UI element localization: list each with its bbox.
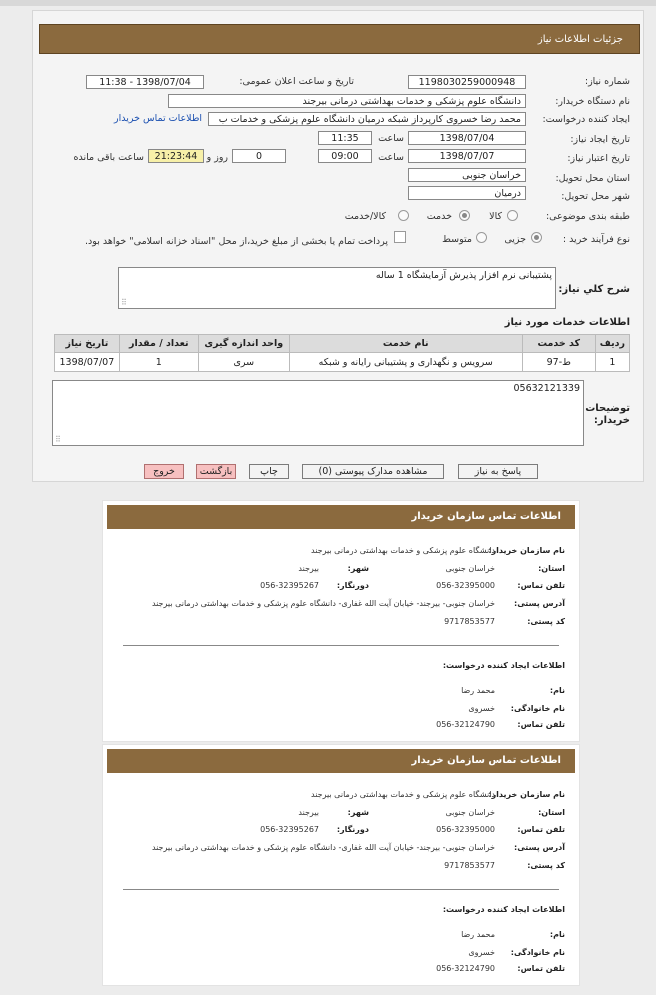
category-radio-both[interactable]: [398, 210, 409, 221]
cell-quantity: 1: [119, 353, 198, 372]
address-label: آدرس پستی:: [514, 843, 565, 852]
services-title: اطلاعات خدمات مورد نیاز: [504, 317, 630, 328]
province-value: خراسان جنوبی: [445, 808, 495, 817]
validity-date-field[interactable]: 1398/07/07: [408, 149, 526, 163]
cell-service-name: سرویس و نگهداری و پشتیبانی رایانه و شبکه: [289, 353, 522, 372]
creator-name-label: نام:: [549, 930, 565, 939]
org-label: نام سازمان خریدار:: [488, 546, 565, 555]
exit-button[interactable]: خروج: [144, 464, 184, 479]
city-field[interactable]: درمیان: [408, 186, 526, 200]
buyer-notes-box[interactable]: [52, 380, 584, 446]
creator-phone-value: 056-32124790: [436, 964, 495, 973]
back-button[interactable]: بازگشت: [196, 464, 236, 479]
creator-info-title: اطلاعات ایجاد کننده درخواست:: [442, 905, 565, 914]
fax-label: دورنگار:: [336, 581, 369, 590]
creator-phone-label: تلفن تماس:: [517, 720, 565, 729]
city-value: بیرجند: [298, 564, 319, 573]
col-header-quantity: تعداد / مقدار: [119, 335, 198, 353]
table-header-row: [55, 335, 630, 353]
org-label: نام سازمان خریدار:: [488, 790, 565, 799]
description-label: شرح کلي نياز:: [558, 284, 630, 295]
fax-value: 056-32395267: [260, 581, 319, 590]
phone-label: تلفن تماس:: [517, 581, 565, 590]
created-time-label: ساعت: [378, 133, 404, 144]
treasury-checkbox[interactable]: [394, 231, 406, 243]
province-label: استان محل تحویل:: [555, 173, 630, 184]
need-number-field[interactable]: 1198030259000948: [408, 75, 526, 89]
category-radio-goods[interactable]: [507, 210, 518, 221]
contact-card: [102, 500, 580, 742]
province-field[interactable]: خراسان جنوبی: [408, 168, 526, 182]
org-value: دانشگاه علوم پزشکی و خدمات بهداشتی درمانی بیرجند: [311, 790, 495, 799]
announce-datetime-field[interactable]: 1398/07/04 - 11:38: [86, 75, 204, 89]
need-number-label: شماره نیاز:: [584, 76, 630, 87]
process-option-medium: متوسط: [442, 234, 472, 245]
divider: [123, 645, 559, 646]
address-value: خراسان جنوبی- بیرجند- خیابان آیت الله غفاری- دانشگاه علوم پزشکی و خدمات بهداشتی درمانی بیرجند: [151, 599, 495, 608]
created-date-field[interactable]: 1398/07/04: [408, 131, 526, 145]
validity-time-field[interactable]: 09:00: [318, 149, 372, 163]
buyer-org-label: نام دستگاه خریدار:: [555, 96, 630, 107]
creator-family-value: خسروی: [468, 948, 495, 957]
postal-label: کد پستی:: [527, 861, 565, 870]
address-value: خراسان جنوبی- بیرجند- خیابان آیت الله غفاری- دانشگاه علوم پزشکی و خدمات بهداشتی درمانی بیرجند: [151, 843, 495, 852]
city-label: شهر:: [347, 808, 369, 817]
buyer-notes-label: توضیحات خریدار:: [585, 403, 630, 426]
resize-handle-icon[interactable]: ⠿: [55, 435, 61, 444]
attachments-button[interactable]: مشاهده مدارک پیوستی (0): [302, 464, 444, 479]
process-radio-minor[interactable]: [531, 232, 542, 243]
category-option-service: خدمت: [426, 211, 452, 222]
announce-datetime-label: تاریخ و ساعت اعلان عمومی:: [239, 76, 354, 87]
page-title: جزئیات اطلاعات نیاز: [39, 24, 640, 54]
description-box[interactable]: [118, 267, 556, 309]
phone-label: تلفن تماس:: [517, 825, 565, 834]
col-header-need-date: تاریخ نیاز: [55, 335, 120, 353]
cell-unit: سری: [198, 353, 289, 372]
cell-row-no: 1: [595, 353, 629, 372]
description-text: پشتیبانی نرم افزار پذیرش آزمایشگاه 1 ساله: [375, 270, 552, 281]
days-field: 0: [232, 149, 286, 163]
buyer-contact-link[interactable]: اطلاعات تماس خریدار: [114, 113, 203, 124]
address-label: آدرس پستی:: [514, 599, 565, 608]
postal-value: 9717853577: [444, 617, 495, 626]
city-value: بیرجند: [298, 808, 319, 817]
creator-label: ایجاد کننده درخواست:: [542, 114, 630, 125]
creator-field[interactable]: محمد رضا خسروی کارپرداز شبکه درمیان دانشگاه علوم پزشکی و خدمات ب: [208, 112, 526, 126]
col-header-unit: واحد اندازه گیری: [198, 335, 289, 353]
province-label: استان:: [538, 564, 565, 573]
city-label: شهر محل تحویل:: [561, 191, 630, 202]
contact-card: [102, 744, 580, 986]
created-date-label: تاریخ ایجاد نیاز:: [570, 134, 630, 145]
province-label: استان:: [538, 808, 565, 817]
cell-service-code: ط-97: [522, 353, 595, 372]
category-option-both: کالا/خدمت: [344, 211, 386, 222]
top-strip: [0, 0, 656, 6]
category-label: طبقه بندی موضوعی:: [545, 211, 630, 222]
phone-value: 056-32395000: [436, 581, 495, 590]
creator-family-label: نام خانوادگی:: [510, 948, 565, 957]
phone-value: 056-32395000: [436, 825, 495, 834]
validity-label: تاریخ اعتبار نیاز:: [567, 153, 630, 164]
buyer-org-field[interactable]: دانشگاه علوم پزشکی و خدمات بهداشتی درمانی بیرجند: [168, 94, 526, 108]
creator-family-label: نام خانوادگی:: [510, 704, 565, 713]
postal-value: 9717853577: [444, 861, 495, 870]
process-radio-medium[interactable]: [476, 232, 487, 243]
process-option-minor: جزیی: [504, 234, 526, 245]
remaining-time-field: 21:23:44: [148, 149, 204, 163]
creator-info-title: اطلاعات ایجاد کننده درخواست:: [442, 661, 565, 670]
payment-note: پرداخت تمام یا بخشی از مبلغ خرید،از محل "اسناد خزانه اسلامی" خواهد بود.: [85, 236, 388, 247]
org-value: دانشگاه علوم پزشکی و خدمات بهداشتی درمانی بیرجند: [311, 546, 495, 555]
creator-name-label: نام:: [549, 686, 565, 695]
creator-name-value: محمد رضا: [461, 686, 495, 695]
postal-label: کد پستی:: [527, 617, 565, 626]
col-header-row-no: ردیف: [595, 335, 629, 353]
buyer-notes-text: 05632121339: [513, 383, 580, 394]
process-label: نوع فرآیند خرید :: [562, 234, 630, 245]
services-table: [54, 334, 630, 372]
province-value: خراسان جنوبی: [445, 564, 495, 573]
creator-name-value: محمد رضا: [461, 930, 495, 939]
created-time-field[interactable]: 11:35: [318, 131, 372, 145]
col-header-service-code: کد خدمت: [522, 335, 595, 353]
col-header-service-name: نام خدمت: [289, 335, 522, 353]
creator-phone-value: 056-32124790: [436, 720, 495, 729]
resize-handle-icon[interactable]: ⠿: [121, 298, 127, 307]
reply-button[interactable]: پاسخ به نیاز: [458, 464, 538, 479]
divider: [123, 889, 559, 890]
cell-need-date: 1398/07/07: [55, 353, 120, 372]
category-radio-service[interactable]: [459, 210, 470, 221]
creator-family-value: خسروی: [468, 704, 495, 713]
creator-phone-label: تلفن تماس:: [517, 964, 565, 973]
days-label: روز و: [206, 152, 228, 163]
remaining-label: ساعت باقی مانده: [73, 152, 144, 163]
fax-value: 056-32395267: [260, 825, 319, 834]
contact-card-title: اطلاعات تماس سازمان خریدار: [107, 749, 575, 773]
table-row[interactable]: [55, 353, 630, 372]
category-option-goods: کالا: [489, 211, 502, 222]
contact-card-title: اطلاعات تماس سازمان خریدار: [107, 505, 575, 529]
city-label: شهر:: [347, 564, 369, 573]
validity-time-label: ساعت: [378, 152, 404, 163]
fax-label: دورنگار:: [336, 825, 369, 834]
print-button[interactable]: چاپ: [249, 464, 289, 479]
